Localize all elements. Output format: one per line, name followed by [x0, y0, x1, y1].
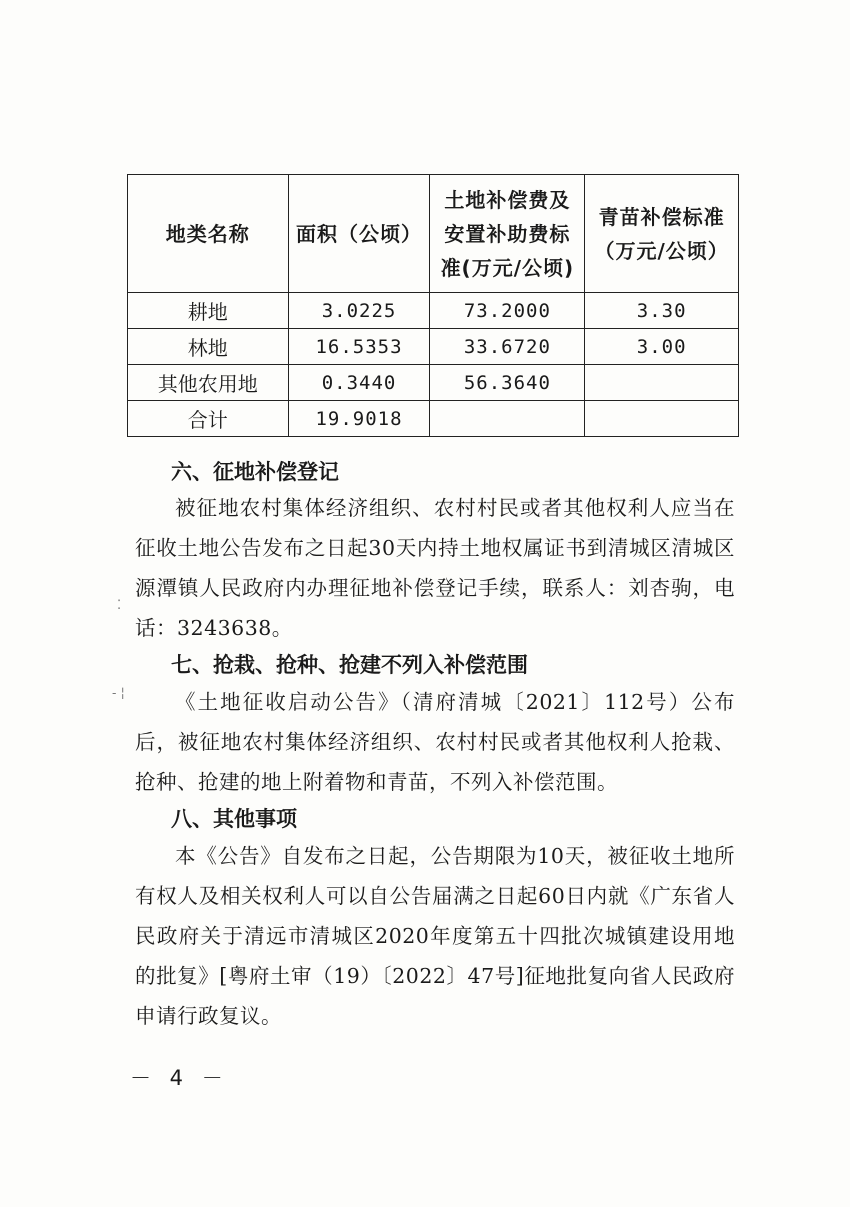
cell-crop-compensation: [585, 365, 739, 401]
table-row-total: [128, 401, 739, 437]
scan-artifact-mark: ⁚: [117, 598, 122, 613]
cell-land-type: 其他农用地: [128, 365, 289, 401]
section-heading-registration: 六、征地补偿登记: [171, 460, 339, 484]
section-heading-exclusion: 七、抢栽、抢种、抢建不列入补偿范围: [171, 653, 528, 677]
section-body-exclusion: 《土地征收启动公告》（清府清城〔2021〕112号）公布后，被征地农村集体经济组织、农村村民或者其他权利人抢栽、抢种、抢建的地上附着物和青苗，不列入补偿范围。: [135, 690, 735, 794]
header-crop-compensation: 青苗补偿标准（万元/公顷）: [585, 175, 739, 293]
cell-land-compensation: 73.2000: [430, 293, 585, 329]
scan-artifact-mark: - ¦: [112, 686, 125, 701]
table-row: [128, 293, 739, 329]
cell-land-compensation: 33.6720: [430, 329, 585, 365]
cell-land-type: 耕地: [128, 293, 289, 329]
cell-land-type: 合计: [128, 401, 289, 437]
header-land-compensation: 土地补偿费及安置补助费标准(万元/公顷): [430, 175, 585, 293]
cell-land-compensation: 56.3640: [430, 365, 585, 401]
section-body-other: 本《公告》自发布之日起，公告期限为10天，被征收土地所有权人及相关权利人可以自公告届满之日起60日内就《广东省人民政府关于清远市清城区2020年度第五十四批次城镇建设用地的批复》[粤府土审（19）〔2022〕47号]征地批复向省人民政府申请行政复议。: [135, 844, 735, 1028]
cell-land-type: 林地: [128, 329, 289, 365]
section-heading-other: 八、其他事项: [171, 807, 297, 831]
table-row: [128, 329, 739, 365]
cell-area: 16.5353: [288, 329, 430, 365]
header-area: 面积（公顷）: [288, 175, 430, 293]
table-header-row: [128, 175, 739, 293]
compensation-table: [127, 174, 739, 437]
header-land-type: 地类名称: [128, 175, 289, 293]
cell-crop-compensation: 3.30: [585, 293, 739, 329]
cell-crop-compensation: [585, 401, 739, 437]
cell-land-compensation: [430, 401, 585, 437]
table-row: [128, 365, 739, 401]
cell-area: 3.0225: [288, 293, 430, 329]
cell-area: 19.9018: [288, 401, 430, 437]
cell-crop-compensation: 3.00: [585, 329, 739, 365]
cell-area: 0.3440: [288, 365, 430, 401]
page-number: － 4 －: [130, 1066, 229, 1090]
section-body-registration: 被征地农村集体经济组织、农村村民或者其他权利人应当在征收土地公告发布之日起30天内持土地权属证书到清城区清城区源潭镇人民政府内办理征地补偿登记手续，联系人：刘杏驹，电话：3243638。: [135, 496, 735, 640]
